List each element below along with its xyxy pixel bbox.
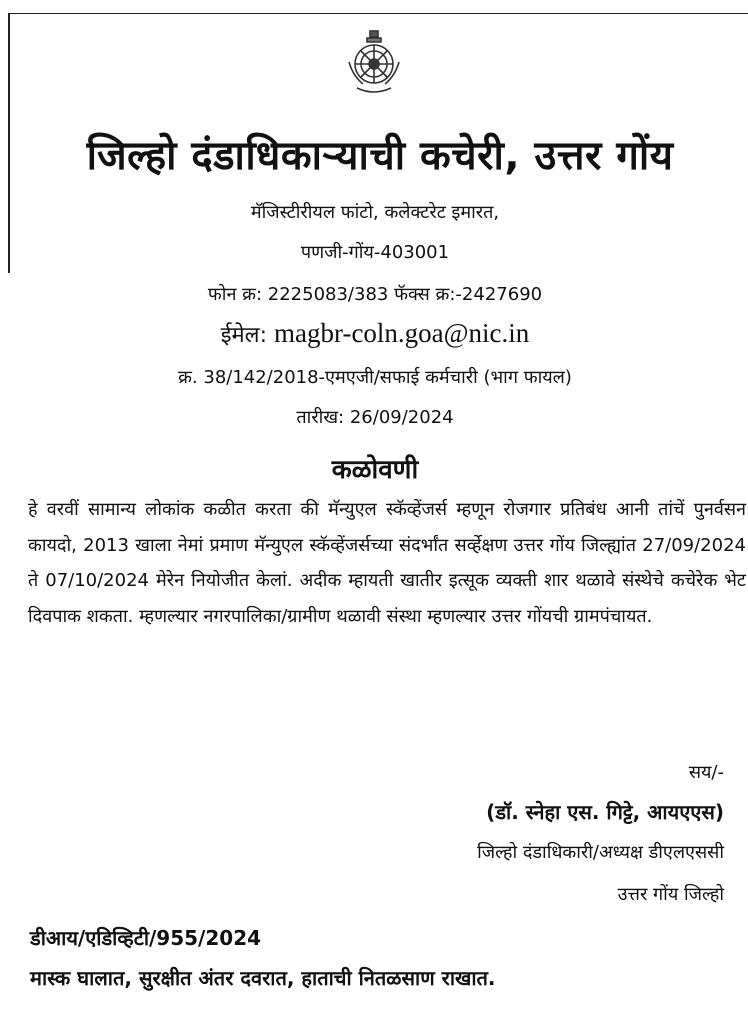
goa-emblem-icon (343, 28, 405, 96)
email-line (20, 318, 730, 349)
address-line-1: मॅजिस्टीरीयल फांटो, कलेक्टरेट इमारत, (250, 202, 500, 223)
notice-date: तारीख: 26/09/2024 (296, 407, 454, 428)
phone-fax-line: फोन क्र: 2225083/383 फॅक्स क्र:-2427690 (207, 284, 543, 305)
office-title: जिल्हो दंडाधिकाऱ्याची कचेरी, उत्तर गोंय (86, 133, 674, 179)
signatory-designation: जिल्हो दंडाधिकारी/अध्यक्ष डीएलएससी (477, 842, 724, 863)
signed-mark: सय/- (688, 762, 724, 783)
notice-heading: कळोवणी (331, 455, 419, 485)
reference-number: क्र. 38/142/2018-एमएजी/सफाई कर्मचारी (भाग फायल) (178, 367, 572, 388)
safety-slogan: मास्क घालात, सुरक्षीत अंतर दवरात, हाताची नितळसाण राखात. (30, 966, 496, 990)
email-label: ईमेल: (220, 323, 268, 348)
notice-body: हे वरवीं सामान्य लोकांक कळीत करता की मॅन्युएल स्कॅव्हेंजर्स म्हणून रोजगार प्रतिबंध आनी तांचें पुनर्वसन कायदो, 2013 खाला नेमां प्रमाण मॅन्युएल स्कॅव्हेंजर्सच्या संदर्भांत सर्व्हेक्षण उत्तर गोंय जिल्ह्यांत 27/09/2024 ते 07/10/2024 मेरेन नियोजीत केलां. अदीक म्हायती खातीर इत्सूक व्यक्ती शार थळावे संस्थेचे कचेरेक भेट दिवपाक शकता. म्हणल्यार नगरपालिका/ग्रामीण थळावी संस्था म्हणल्यार उत्तर गोंयची ग्रामपंचायत. (28, 499, 746, 627)
signatory-name: (डॉ. स्नेहा एस. गिट्टे, आयएएस) (486, 800, 724, 824)
notice-border-left (8, 13, 10, 273)
notice-border-top (8, 13, 748, 14)
email-address: magbr-coln.goa@nic.in (274, 318, 530, 348)
signatory-district: उत्तर गोंय जिल्हो (617, 884, 724, 905)
dip-code: डीआय/एडिव्हिटी/955/2024 (30, 926, 262, 950)
address-line-2: पणजी-गोंय-403001 (300, 242, 450, 263)
